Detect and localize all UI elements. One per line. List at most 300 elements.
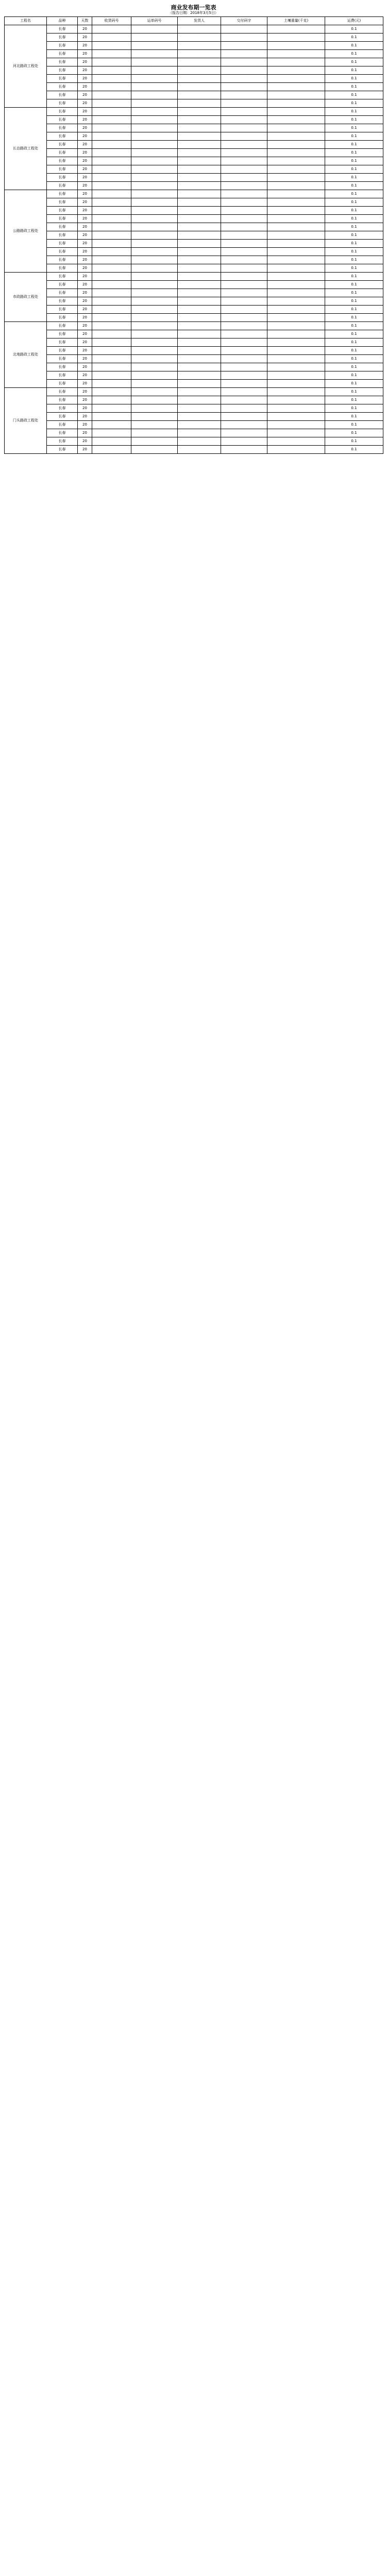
table-cell (178, 322, 221, 330)
table-cell: 0.1 (325, 66, 383, 75)
table-cell (131, 108, 178, 116)
table-cell: 长春 (47, 165, 78, 174)
table-cell (178, 50, 221, 58)
table-cell: 20 (78, 58, 92, 66)
table-cell (131, 182, 178, 190)
table-cell (178, 413, 221, 421)
table-cell: 20 (78, 388, 92, 396)
table-cell: 20 (78, 240, 92, 248)
table-row (5, 363, 383, 371)
table-cell: 长春 (47, 413, 78, 421)
table-cell (267, 33, 325, 42)
table-cell: 20 (78, 83, 92, 91)
table-cell (267, 149, 325, 157)
table-cell (178, 314, 221, 322)
table-cell (178, 264, 221, 273)
table-row (5, 404, 383, 413)
table-cell (92, 413, 131, 421)
table-row (5, 182, 383, 190)
table-cell (131, 396, 178, 404)
table-cell (221, 322, 267, 330)
table-cell: 0.1 (325, 223, 383, 231)
table-cell (92, 363, 131, 371)
table-cell (178, 83, 221, 91)
table-cell (92, 330, 131, 338)
table-cell: 长春 (47, 141, 78, 149)
table-cell: 20 (78, 91, 92, 99)
table-cell: 长春 (47, 289, 78, 297)
table-cell: 0.1 (325, 429, 383, 437)
table-cell (131, 355, 178, 363)
table-cell: 20 (78, 437, 92, 446)
table-cell (267, 404, 325, 413)
table-cell (131, 380, 178, 388)
document-subtitle: （报告日期：2018年3月5日） (169, 11, 218, 15)
table-cell (221, 355, 267, 363)
table-cell (267, 83, 325, 91)
table-cell (178, 388, 221, 396)
table-cell (131, 215, 178, 223)
table-row (5, 165, 383, 174)
table-cell: 0.1 (325, 99, 383, 108)
table-cell (267, 174, 325, 182)
unit-cell: 河北路政工程处 (5, 25, 47, 108)
table-cell (92, 264, 131, 273)
table-cell: 0.1 (325, 58, 383, 66)
table-cell: 20 (78, 50, 92, 58)
table-cell: 长春 (47, 25, 78, 33)
table-cell: 20 (78, 363, 92, 371)
table-cell (131, 190, 178, 198)
table-cell: 20 (78, 198, 92, 207)
table-cell: 长春 (47, 58, 78, 66)
table-cell (92, 157, 131, 165)
table-cell (131, 273, 178, 281)
table-cell (131, 281, 178, 289)
table-cell: 长春 (47, 75, 78, 83)
table-cell: 0.1 (325, 207, 383, 215)
table-cell (267, 207, 325, 215)
table-cell: 0.1 (325, 413, 383, 421)
table-cell (131, 99, 178, 108)
table-cell (267, 396, 325, 404)
header-cell: 运单码号 (131, 17, 178, 25)
table-cell: 20 (78, 297, 92, 306)
table-row (5, 99, 383, 108)
table-row (5, 223, 383, 231)
table-cell (131, 314, 178, 322)
table-cell: 0.1 (325, 91, 383, 99)
table-cell: 长春 (47, 190, 78, 198)
table-cell: 20 (78, 124, 92, 132)
table-cell (221, 404, 267, 413)
table-cell: 0.1 (325, 240, 383, 248)
table-cell: 20 (78, 404, 92, 413)
table-row (5, 322, 383, 330)
table-cell (267, 281, 325, 289)
table-cell: 长春 (47, 330, 78, 338)
table-cell (92, 207, 131, 215)
table-cell: 长春 (47, 322, 78, 330)
table-cell (221, 165, 267, 174)
table-cell (131, 388, 178, 396)
table-cell: 0.1 (325, 273, 383, 281)
table-cell: 0.1 (325, 182, 383, 190)
table-cell (178, 355, 221, 363)
table-cell: 长春 (47, 256, 78, 264)
table-cell (92, 355, 131, 363)
table-cell: 长春 (47, 231, 78, 240)
table-cell (178, 248, 221, 256)
table-cell (267, 297, 325, 306)
unit-cell: 北地路政工程处 (5, 322, 47, 388)
table-row (5, 413, 383, 421)
table-cell (178, 223, 221, 231)
table-cell: 长春 (47, 42, 78, 50)
table-cell (131, 83, 178, 91)
table-cell (221, 289, 267, 297)
table-cell (92, 347, 131, 355)
table-cell: 20 (78, 256, 92, 264)
table-cell (178, 347, 221, 355)
table-cell (267, 322, 325, 330)
document-title: 商业发布期一览表 (171, 4, 216, 11)
table-cell (267, 446, 325, 454)
table-cell (178, 124, 221, 132)
table-cell (178, 396, 221, 404)
table-cell: 长春 (47, 338, 78, 347)
table-row (5, 273, 383, 281)
table-cell (131, 347, 178, 355)
table-cell (178, 174, 221, 182)
table-cell (221, 198, 267, 207)
table-row (5, 314, 383, 322)
table-cell (131, 141, 178, 149)
table-cell (131, 58, 178, 66)
table-cell (92, 99, 131, 108)
table-row (5, 91, 383, 99)
table-cell: 0.1 (325, 363, 383, 371)
table-cell: 长春 (47, 446, 78, 454)
table-cell (131, 240, 178, 248)
table-cell (267, 380, 325, 388)
table-row (5, 33, 383, 42)
table-cell: 20 (78, 413, 92, 421)
table-cell (267, 157, 325, 165)
table-cell: 0.1 (325, 75, 383, 83)
table-cell (221, 58, 267, 66)
table-cell (178, 297, 221, 306)
table-cell (131, 264, 178, 273)
table-cell (92, 281, 131, 289)
table-cell: 20 (78, 75, 92, 83)
table-cell (267, 256, 325, 264)
header-cell: 运费(元) (325, 17, 383, 25)
table-cell (178, 363, 221, 371)
table-cell (178, 157, 221, 165)
table-row (5, 388, 383, 396)
table-cell (267, 50, 325, 58)
table-cell (131, 256, 178, 264)
table-row (5, 330, 383, 338)
table-cell (92, 223, 131, 231)
table-cell (131, 322, 178, 330)
table-cell (178, 149, 221, 157)
table-row (5, 108, 383, 116)
table-cell (131, 297, 178, 306)
table-cell (267, 264, 325, 273)
table-cell (131, 429, 178, 437)
table-cell (267, 215, 325, 223)
table-cell (178, 42, 221, 50)
table-cell (221, 437, 267, 446)
table-cell (221, 132, 267, 141)
table-cell (221, 314, 267, 322)
table-cell: 20 (78, 149, 92, 157)
table-cell (267, 314, 325, 322)
table-cell (131, 421, 178, 429)
table-cell (131, 231, 178, 240)
table-cell (221, 396, 267, 404)
table-cell (221, 223, 267, 231)
table-cell: 长春 (47, 116, 78, 124)
table-cell: 长春 (47, 83, 78, 91)
table-cell: 长春 (47, 207, 78, 215)
table-cell: 长春 (47, 388, 78, 396)
table-cell (267, 132, 325, 141)
table-cell (178, 182, 221, 190)
table-cell (267, 371, 325, 380)
header-cell: 发货人 (178, 17, 221, 25)
table-cell: 0.1 (325, 108, 383, 116)
table-row (5, 83, 383, 91)
table-cell: 20 (78, 355, 92, 363)
table-cell (131, 165, 178, 174)
table-cell (178, 141, 221, 149)
table-cell: 20 (78, 380, 92, 388)
table-row (5, 116, 383, 124)
table-row (5, 58, 383, 66)
table-cell (92, 33, 131, 42)
table-cell: 20 (78, 338, 92, 347)
header-cell: 土壤重量(千克) (267, 17, 325, 25)
table-row (5, 429, 383, 437)
table-cell (131, 363, 178, 371)
table-cell (92, 91, 131, 99)
table-cell: 20 (78, 429, 92, 437)
table-row (5, 289, 383, 297)
table-cell: 长春 (47, 132, 78, 141)
table-cell: 0.1 (325, 338, 383, 347)
table-cell: 0.1 (325, 174, 383, 182)
table-cell: 20 (78, 248, 92, 256)
table-cell (178, 371, 221, 380)
table-cell: 20 (78, 215, 92, 223)
table-cell: 20 (78, 108, 92, 116)
table-cell (178, 240, 221, 248)
table-row (5, 281, 383, 289)
table-cell (178, 289, 221, 297)
table-cell (267, 273, 325, 281)
table-row (5, 207, 383, 215)
table-cell (178, 198, 221, 207)
table-cell (131, 42, 178, 50)
table-cell (131, 174, 178, 182)
table-cell (178, 231, 221, 240)
table-cell (92, 165, 131, 174)
table-cell (131, 50, 178, 58)
table-cell (92, 289, 131, 297)
table-cell: 20 (78, 141, 92, 149)
table-cell: 长春 (47, 124, 78, 132)
table-cell: 长春 (47, 248, 78, 256)
table-cell (221, 273, 267, 281)
table-cell (92, 149, 131, 157)
table-cell (131, 446, 178, 454)
table-cell (92, 429, 131, 437)
table-cell (178, 66, 221, 75)
table-cell (221, 388, 267, 396)
table-cell (221, 174, 267, 182)
table-cell (92, 174, 131, 182)
table-cell (92, 388, 131, 396)
table-cell (131, 75, 178, 83)
table-row (5, 42, 383, 50)
table-cell (178, 256, 221, 264)
table-cell (267, 306, 325, 314)
table-row (5, 215, 383, 223)
table-row (5, 297, 383, 306)
table-cell (221, 83, 267, 91)
table-cell (267, 240, 325, 248)
table-cell: 长春 (47, 157, 78, 165)
table-row (5, 50, 383, 58)
table-row (5, 306, 383, 314)
table-cell (267, 99, 325, 108)
table-row (5, 198, 383, 207)
table-cell (221, 429, 267, 437)
table-cell (178, 421, 221, 429)
table-cell (178, 306, 221, 314)
table-cell: 长春 (47, 404, 78, 413)
table-cell (267, 42, 325, 50)
table-cell (267, 141, 325, 149)
table-cell: 长春 (47, 33, 78, 42)
table-cell (92, 50, 131, 58)
unit-cell: 门头路政工程处 (5, 388, 47, 454)
table-cell (221, 330, 267, 338)
table-cell: 0.1 (325, 116, 383, 124)
table-cell (267, 66, 325, 75)
table-cell: 20 (78, 182, 92, 190)
table-cell (178, 132, 221, 141)
table-row (5, 396, 383, 404)
table-cell (221, 75, 267, 83)
table-cell (221, 116, 267, 124)
table-row (5, 264, 383, 273)
table-row (5, 248, 383, 256)
table-cell: 0.1 (325, 446, 383, 454)
table-row (5, 141, 383, 149)
table-cell (267, 248, 325, 256)
table-cell: 0.1 (325, 165, 383, 174)
table-cell (267, 108, 325, 116)
table-cell (131, 198, 178, 207)
table-cell (92, 58, 131, 66)
table-cell: 0.1 (325, 215, 383, 223)
table-cell (267, 338, 325, 347)
table-row (5, 174, 383, 182)
table-cell (131, 223, 178, 231)
table-cell (131, 371, 178, 380)
table-cell (131, 248, 178, 256)
table-cell: 长春 (47, 273, 78, 281)
table-cell (178, 437, 221, 446)
table-row (5, 240, 383, 248)
table-cell (131, 404, 178, 413)
table-cell: 20 (78, 174, 92, 182)
table-row (5, 347, 383, 355)
table-cell: 0.1 (325, 289, 383, 297)
table-cell (178, 108, 221, 116)
table-cell: 20 (78, 371, 92, 380)
table-cell: 0.1 (325, 297, 383, 306)
table-cell: 长春 (47, 99, 78, 108)
table-cell (267, 421, 325, 429)
table-cell: 20 (78, 421, 92, 429)
table-cell (221, 124, 267, 132)
table-cell: 20 (78, 25, 92, 33)
table-cell (92, 83, 131, 91)
table-cell (221, 248, 267, 256)
table-cell: 0.1 (325, 33, 383, 42)
header-cell: 天数 (78, 17, 92, 25)
table-cell (92, 182, 131, 190)
table-cell: 0.1 (325, 437, 383, 446)
table-cell (221, 306, 267, 314)
table-cell (221, 446, 267, 454)
table-cell (178, 429, 221, 437)
unit-cell: 公路路政工程处 (5, 190, 47, 273)
table-cell (131, 66, 178, 75)
table-cell (178, 207, 221, 215)
table-cell: 长春 (47, 371, 78, 380)
table-cell (92, 446, 131, 454)
table-cell: 0.1 (325, 248, 383, 256)
table-cell (178, 58, 221, 66)
table-cell (131, 91, 178, 99)
table-cell: 0.1 (325, 380, 383, 388)
table-cell (92, 108, 131, 116)
table-cell: 长春 (47, 182, 78, 190)
table-row (5, 75, 383, 83)
table-cell (267, 388, 325, 396)
table-cell: 20 (78, 306, 92, 314)
table-row (5, 371, 383, 380)
table-cell: 20 (78, 281, 92, 289)
table-cell (92, 314, 131, 322)
table-cell (221, 157, 267, 165)
table-body (5, 25, 383, 454)
table-cell: 长春 (47, 281, 78, 289)
table-cell (178, 330, 221, 338)
table-cell (92, 240, 131, 248)
table-cell (178, 75, 221, 83)
table-cell (178, 190, 221, 198)
table-cell (221, 281, 267, 289)
table-cell (221, 347, 267, 355)
header-row (5, 17, 383, 25)
